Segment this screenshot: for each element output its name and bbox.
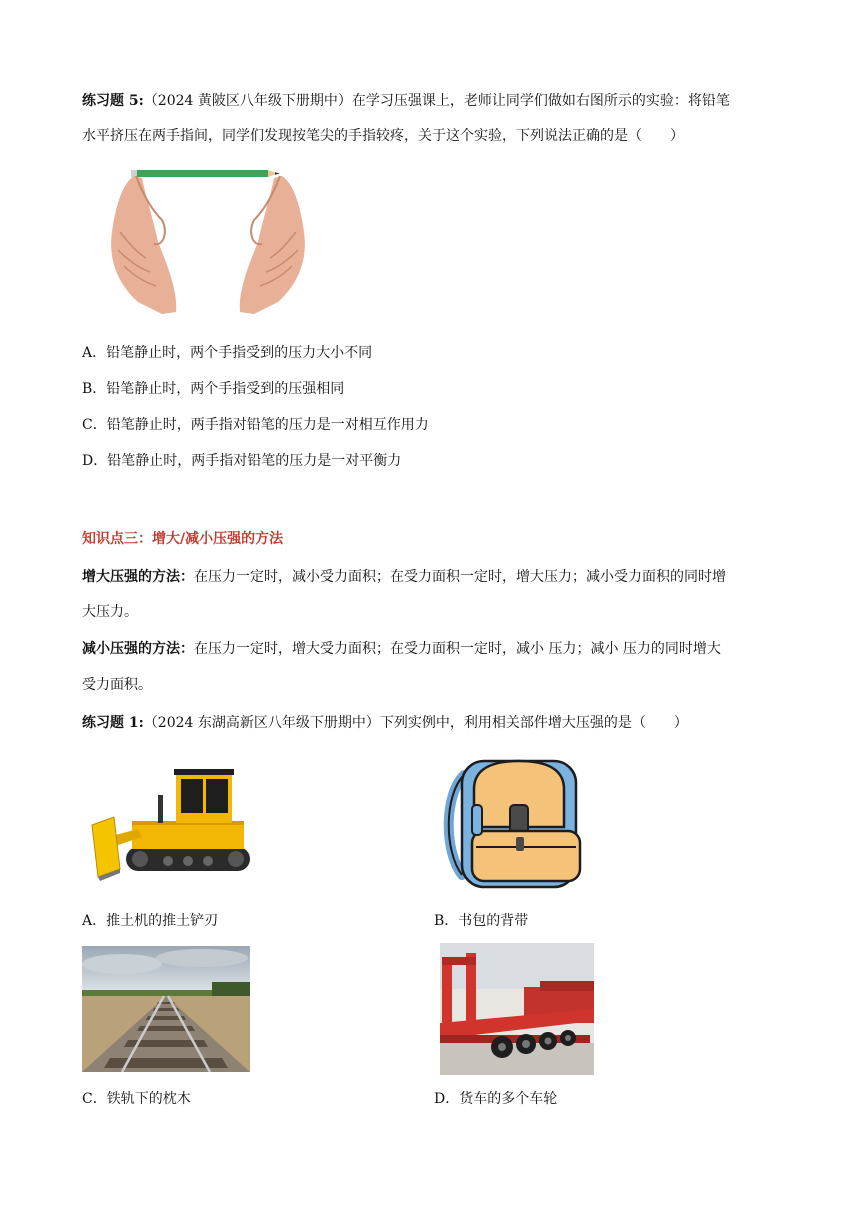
- railway-image: [82, 946, 250, 1072]
- trailer-truck-image: [440, 943, 594, 1075]
- knowledge-point-title: 知识点三：增大/减小压强的方法: [82, 531, 284, 547]
- q1-option-d: D．货车的多个车轮: [434, 1091, 558, 1107]
- decrease-pressure-line-2: 受力面积。: [82, 677, 152, 693]
- q5-option-c: C．铅笔静止时，两手指对铅笔的压力是一对相互作用力: [82, 417, 429, 433]
- increase-pressure-line-2: 大压力。: [82, 604, 138, 620]
- q5-option-b: B．铅笔静止时，两个手指受到的压强相同: [82, 381, 345, 397]
- q5-text-1: 在学习压强课上，老师让同学们做如右图所示的实验：将铅笔: [351, 93, 730, 109]
- q1-source: （2024 东湖高新区八年级下册期中）: [143, 715, 380, 731]
- decrease-pressure-line-1: [82, 640, 721, 658]
- bulldozer-image: [88, 765, 252, 883]
- decrease-pressure-label: 减小压强的方法：: [82, 641, 194, 657]
- increase-pressure-label: 增大压强的方法：: [82, 569, 194, 585]
- increase-pressure-text-1: 在压力一定时，减小受力面积；在受力面积一定时，增大压力；减小受力面积的同时增: [194, 569, 726, 585]
- q1-line-1: [82, 714, 688, 732]
- q1-text: 下列实例中，利用相关部件增大压强的是（ ）: [379, 715, 688, 731]
- q1-label: 练习题 1:: [82, 715, 144, 731]
- q5-option-d: D．铅笔静止时，两手指对铅笔的压力是一对平衡力: [82, 453, 402, 469]
- q5-source: （2024 黄陂区八年级下册期中）: [143, 93, 352, 109]
- q1-option-a: A．推土机的推土铲刃: [82, 913, 219, 929]
- hands-pencil-image: [106, 162, 312, 318]
- backpack-image: [442, 755, 586, 893]
- q5-label: 练习题 5:: [82, 93, 144, 109]
- q5-option-a: A．铅笔静止时，两个手指受到的压力大小不同: [82, 345, 373, 361]
- decrease-pressure-text-1: 在压力一定时，增大受力面积；在受力面积一定时，减小 压力；减小 压力的同时增大: [194, 641, 721, 657]
- increase-pressure-line-1: [82, 568, 726, 586]
- q5-line-1: [82, 92, 730, 110]
- q1-option-c: C．铁轨下的枕木: [82, 1091, 191, 1107]
- q5-line-2: 水平挤压在两手指间，同学们发现按笔尖的手指较疼，关于这个实验，下列说法正确的是（ ）: [82, 128, 684, 144]
- q1-option-b: B．书包的背带: [434, 913, 529, 929]
